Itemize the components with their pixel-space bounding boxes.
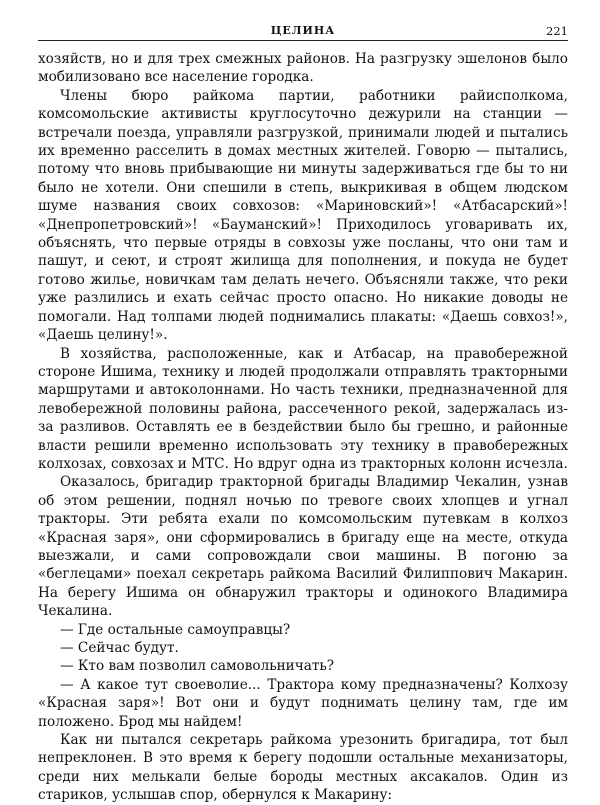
dialogue-line: — Где остальные самоуправцы? <box>60 621 291 638</box>
page-number: 221 <box>546 24 568 38</box>
book-page <box>38 24 568 805</box>
body-text <box>38 50 568 805</box>
paragraph-secretary-persuasion: Как ни пытался секретарь райкома урезонить бригадира, тот был непреклонен. В это время к берегу подошли остальные механизаторы, среди них мелькали белые бороды местных аксакалов. Один из стариков, услышав спор, обернулся к Макарину: <box>38 732 568 804</box>
paragraph-tractor-routes: В хозяйства, расположенные, как и Атбасар, на правобережной стороне Ишима, технику и людей продолжали отправлять тракторными маршрутами и автоколоннами. Но часть техники, предназначенной для левобережной половины района, рассеченного рекой, задержалась из-за разливов. Оставлять ее в бездействии было бы грешно, и районные власти решили временно использовать эту технику в правобережных колхозах, совхозах и МТС. Но вдруг одна из тракторных колонн исчезла. <box>38 345 568 472</box>
dialogue-line: — Кто вам позволил самовольничать? <box>60 658 335 675</box>
running-title: ЦЕЛИНА <box>270 24 336 37</box>
running-head <box>38 24 568 41</box>
paragraph-continuation: хозяйств, но и для трех смежных районов. На разгрузку эшелонов было мобилизовано все население городка. <box>38 51 568 86</box>
paragraph-station-duty: Члены бюро райкома партии, работники райисполкома, комсомольские активисты круглосуточно дежурили на станции — встречали поезда, управляли разгрузкой, принимали людей и пытались их временно расселить в домах местных жителей. Говорю — пытались, потому что вновь прибывающие ни минуты задерживаться где бы то ни было не хотели. Они спешили в степь, выкрикивая в общем людском шуме названия своих совхозов: «Мариновский»! «Атбасарский»! «Днепропетровский»! «Бауманский»! Приходилось уговаривать их, объяснять, что первые отряды в совхозы уже посланы, что они там и пашут, и сеют, и строят жилища для пополнения, и покуда не будет готово жилье, новичкам там делать нечего. Объясняли также, что реки уже разлились и ехать сейчас просто опасно. Но никакие доводы не помогали. Над толпами людей поднимались плакаты: «Даешь совхоз!», «Даешь целину!». <box>38 87 568 344</box>
dialogue-line: — Сейчас будут. <box>60 640 179 656</box>
dialogue-line: — А какое тут своеволие... Трактора кому предназначены? Колхозу «Красная заря»! Вот они и будут поднимать целину там, где им положено. Брод мы найдем! <box>38 676 568 730</box>
paragraph-chekalin-brigade: Оказалось, бригадир тракторной бригады Владимир Чекалин, узнав об этом решении, поднял ночью по тревоге своих хлопцев и угнал тракторы. Эти ребята ехали по комсомольским путевкам в колхоз «Красная заря», они сформировались в бригаду еще на месте, откуда выезжали, и сами сопровождали свои машины. В погоню за «беглецами» поехал секретарь райкома Василий Филиппович Макарин. На берегу Ишима он обнаружил тракторы и одинокого Владимира Чекалина. <box>38 474 568 620</box>
